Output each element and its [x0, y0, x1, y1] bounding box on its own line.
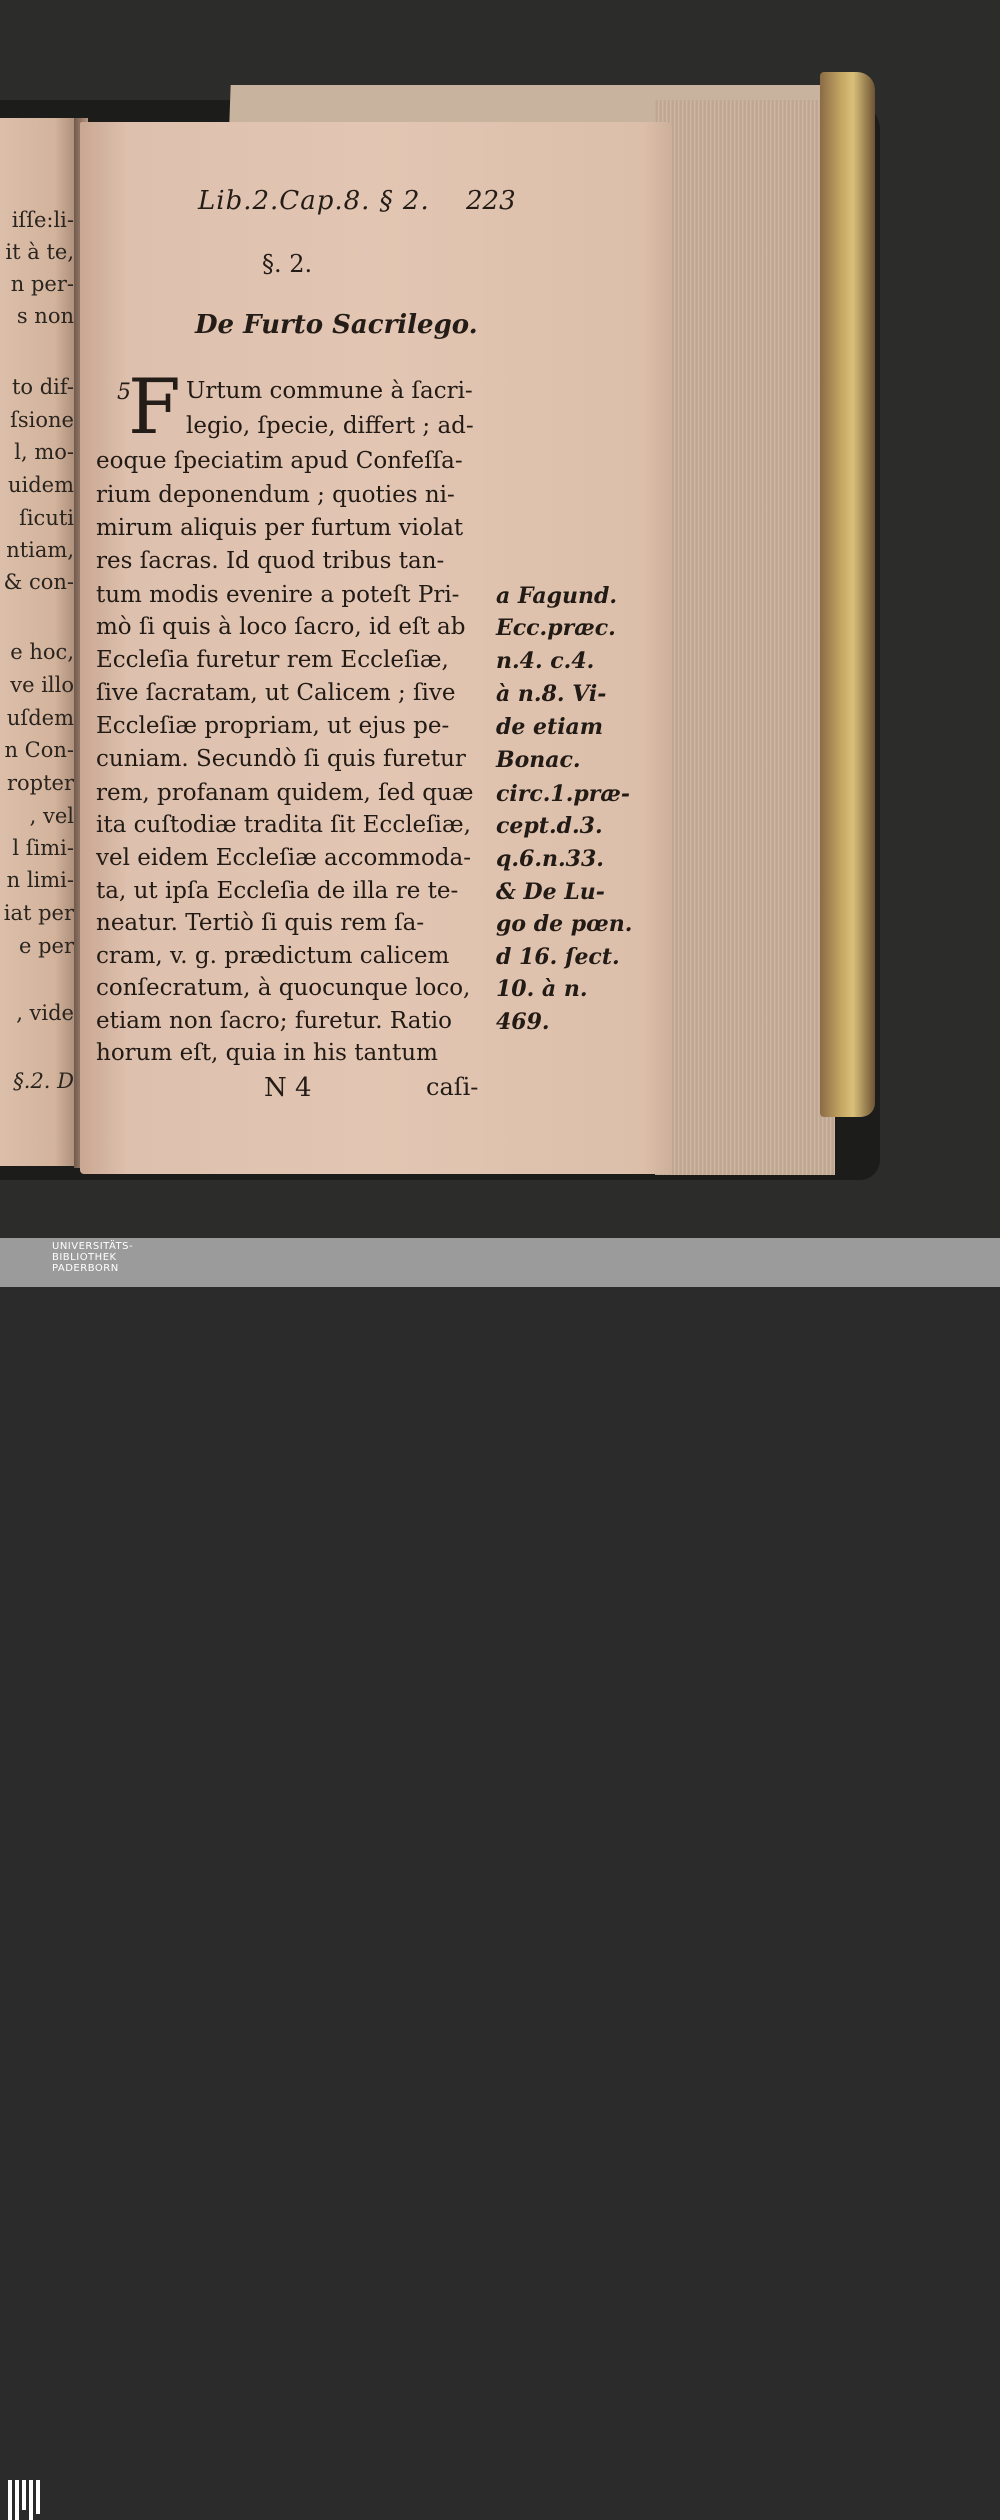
body-line: mò ſi quis à loco ſacro, id eſt ab [96, 614, 466, 640]
margin-note: à n.8. Vi- [496, 681, 607, 707]
body-line: Urtum commune à ſacri- [186, 378, 473, 404]
body-line: vel eidem Eccleſiæ accommoda- [96, 845, 472, 871]
margin-note: q.6.n.33. [496, 846, 604, 872]
body-line: res ſacras. Id quod tribus tan- [96, 548, 445, 574]
body-line: conſecratum, à quocunque loco, [96, 975, 471, 1001]
margin-note: a Fagund. [496, 583, 617, 609]
running-head: Lib.2.Cap.8. § 2. [198, 186, 430, 216]
left-page-line: iat per [3, 901, 74, 925]
body-line: eoque ſpeciatim apud Confeſſa- [96, 448, 463, 474]
body-line: rium deponendum ; quoties ni- [96, 482, 455, 508]
body-line: cram, v. g. prædictum calicem [96, 943, 450, 969]
left-page-line: iſſe:li- [11, 208, 74, 232]
margin-note: n.4. c.4. [496, 648, 595, 674]
left-page-line: ſicuti [19, 506, 74, 530]
scan-background [0, 0, 1000, 1238]
margin-note: Ecc.præc. [496, 615, 616, 641]
left-page-line: , vide [16, 1001, 74, 1025]
body-line: Eccleſia furetur rem Eccleſiæ, [96, 647, 449, 673]
signature-mark: N 4 [264, 1073, 312, 1103]
body-line: horum eſt, quia in his tantum [96, 1040, 438, 1066]
section-heading: §. 2. [262, 250, 313, 278]
paragraph-number: 5 [117, 380, 131, 405]
page-edges [655, 100, 835, 1175]
left-page-line: §.2. D [13, 1069, 74, 1093]
left-page-line: ntiam, [6, 538, 74, 562]
logo-text-line: PADERBORN [52, 1263, 119, 1274]
body-line: Eccleſiæ propriam, ut ejus pe- [96, 713, 450, 739]
chapter-title: De Furto Sacrilego. [195, 310, 478, 340]
logo-text-line: UNIVERSITÄTS- [52, 1241, 134, 1252]
logo-text-line: BIBLIOTHEK [52, 1252, 117, 1263]
body-line: neatur. Tertiò ſi quis rem ſa- [96, 910, 425, 936]
left-page-line: ve illo [10, 673, 74, 697]
body-line: tum modis evenire a poteſt Pri- [96, 582, 460, 608]
body-line: etiam non ſacro; furetur. Ratio [96, 1008, 452, 1034]
left-page-line: e hoc, [10, 640, 74, 664]
library-logo-icon [8, 2480, 46, 2520]
margin-note: cept.d.3. [496, 813, 603, 839]
left-page-line: & con- [3, 570, 74, 594]
left-page-line: ſsione [10, 408, 74, 432]
left-page-line: it à te, [5, 240, 74, 264]
book-cover [820, 72, 875, 1117]
left-page-line: e per [18, 934, 74, 958]
margin-note: circ.1.præ- [496, 781, 630, 807]
left-page-line: n per- [10, 272, 74, 296]
margin-note: 10. à n. [496, 976, 588, 1002]
left-page-line: to dif- [11, 375, 74, 399]
margin-note: de etiam [496, 714, 604, 740]
margin-note: 469. [496, 1009, 550, 1035]
left-page-line: ropter [6, 771, 74, 795]
left-page-line: uidem [7, 473, 74, 497]
body-line: rem, profanam quidem, ſed quæ [96, 780, 474, 806]
left-page-line: uſdem [6, 706, 74, 730]
body-line: ſive ſacratam, ut Calicem ; ſive [96, 680, 456, 706]
page-number: 223 [466, 186, 516, 216]
body-line: mirum aliquis per furtum violat [96, 515, 464, 541]
left-page-line: n limi- [6, 868, 74, 892]
left-page [0, 118, 78, 1166]
library-footer-bar [0, 1238, 1000, 1287]
body-line: ita cuſtodiæ tradita ſit Eccleſiæ, [96, 812, 471, 838]
margin-note: go de pœn. [496, 911, 633, 937]
left-page-line: l, mo- [14, 440, 74, 464]
margin-note: & De Lu- [496, 879, 605, 905]
left-page-line: n Con- [4, 738, 74, 762]
left-page-line: , vel [29, 804, 74, 828]
catchword: caſi- [426, 1073, 479, 1101]
drop-cap: F [128, 362, 181, 451]
margin-note: Bonac. [496, 747, 581, 773]
body-line: ta, ut ipſa Eccleſia de illa re te- [96, 878, 459, 904]
left-page-line: l ſimi- [12, 836, 74, 860]
left-page-line: s non [16, 304, 74, 328]
body-line: legio, ſpecie, differt ; ad- [186, 413, 474, 439]
margin-note: d 16. ſect. [496, 944, 620, 970]
body-line: cuniam. Secundò ſi quis furetur [96, 746, 466, 772]
